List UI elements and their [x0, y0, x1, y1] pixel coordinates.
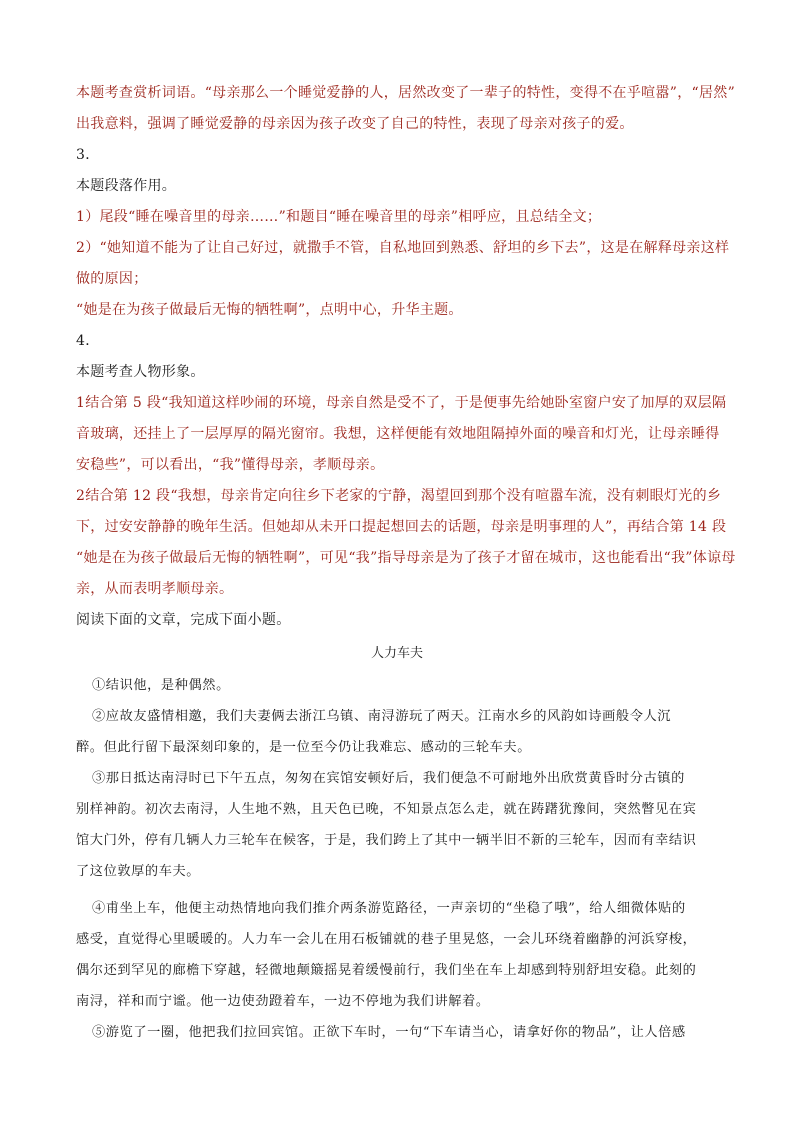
answer-line: 1）尾段“睡在噪音里的母亲……”和题目“睡在噪音里的母亲”相呼应，且总结全文；: [76, 209, 602, 225]
paragraph-line: 感受，直觉得心里暖暖的。人力车一会儿在用石板铺就的巷子里晃悠，一会儿环绕着幽静的河浜穿梭，: [76, 932, 697, 947]
answer-line: 1结合第 5 段“我知道这样吵闹的环境，母亲自然是受不了，于是便事先给她卧室窗户安了加厚的双层隔: [76, 395, 727, 411]
paragraph-line: ③那日抵达南浔时已下午五点，匆匆在宾馆安顿好后，我们便急不可耐地外出欣赏黄昏时分古镇的: [92, 771, 685, 786]
answer-line: “她是在为孩子做最后无悔的牺牲啊”，点明中心，升华主题。: [76, 302, 463, 318]
answer-line: 做的原因；: [76, 271, 148, 287]
article-title: 人力车夫: [370, 646, 423, 661]
article-body: [76, 670, 718, 1048]
article-paragraph: [76, 763, 718, 887]
paragraph-line: ④甫坐上车，他便主动热情地向我们推介两条游览路径，一声亲切的“坐稳了哦”，给人细微体贴的: [92, 901, 686, 916]
paragraph-line: ⑤游览了一圈，他把我们拉回宾馆。正欲下车时，一句“下车请当心，请拿好你的物品”，让人倍感: [92, 1025, 686, 1040]
answer-line: 2结合第 12 段“我想，母亲肯定向往乡下老家的宁静，渴望回到那个没有喧嚣车流，没有刺眼灯光的乡: [76, 488, 722, 504]
answer-q3: [76, 140, 730, 326]
answer-line: 音玻璃，还挂上了一层厚厚的隔光窗帘。我想，这样便能有效地阻隔掉外面的噪音和灯光，让母亲睡得: [76, 426, 720, 442]
answer-line: 亲，从而表明孝顺母亲。: [76, 581, 234, 597]
paragraph-line: ②应故友盛情相邀，我们夫妻俩去浙江乌镇、南浔游玩了两天。江南水乡的风韵如诗画般令人沉: [92, 709, 672, 724]
question-number: 4．: [76, 333, 100, 349]
paragraph-line: 偶尔还到罕见的廊檐下穿越，轻微地颠簸摇晃着缓慢前行，我们坐在车上却感到特别舒坦安稳。此刻的: [76, 963, 697, 978]
answer-line: “她是在为孩子做最后无悔的牺牲啊”，可见“我”指导母亲是为了孩子才留在城市，这也能看出“我”体谅母: [76, 550, 736, 566]
question-number: 3．: [76, 147, 100, 163]
paragraph-line: 别样神韵。初次去南浔，人生地不熟，且天色已晚，不知景点怎么走，就在踌躇犹豫间，突然瞥见在宾: [76, 802, 697, 817]
article-paragraph: [76, 670, 718, 701]
article-paragraph: [76, 701, 718, 763]
paragraph-line: 醉。但此行留下最深刻印象的，是一位至今仍让我难忘、感动的三轮车夫。: [76, 740, 531, 755]
paragraph-line: 馆大门外，停有几辆人力三轮车在候客，于是，我们跨上了其中一辆半旧不新的三轮车，因而有幸结识: [76, 833, 697, 848]
paragraph-line: 了这位敦厚的车夫。: [76, 864, 201, 879]
paragraph-line: 南浔，祥和而宁谧。他一边使劲蹬着车，一边不停地为我们讲解着。: [76, 994, 490, 1009]
answer-line: 下，过安安静静的晚年生活。但她却从未开口提起想回去的话题，母亲是明事理的人”，再结合第 14 段: [76, 519, 727, 535]
article-paragraph: [76, 1017, 718, 1048]
document-page: [76, 78, 736, 1048]
answer-line: 2）“她知道不能为了让自己好过，就撒手不管，自私地回到熟悉、舒坦的乡下去”，这是在解释母亲这样: [76, 240, 730, 256]
answer-line: 本题段落作用。: [76, 178, 177, 194]
answer-line: 本题考查赏析词语。“母亲那么一个睡觉爱静的人，居然改变了一辈子的特性，变得不在乎喧嚣”，“居然”: [76, 85, 736, 101]
answer-line: 安稳些”，可以看出，“我”懂得母亲，孝顺母亲。: [76, 457, 385, 473]
paragraph-line: ①结识他，是种偶然。: [92, 678, 230, 693]
article-paragraph: [76, 893, 718, 1017]
answer-line: 出我意料，强调了睡觉爱静的母亲因为孩子改变了自己的特性，表现了母亲对孩子的爱。: [76, 116, 634, 132]
reading-instruction: 阅读下面的文章，完成下面小题。: [76, 612, 291, 628]
answer-q4: [76, 326, 736, 605]
answer-q2: [76, 78, 736, 140]
answer-line: 本题考查人物形象。: [76, 364, 205, 380]
